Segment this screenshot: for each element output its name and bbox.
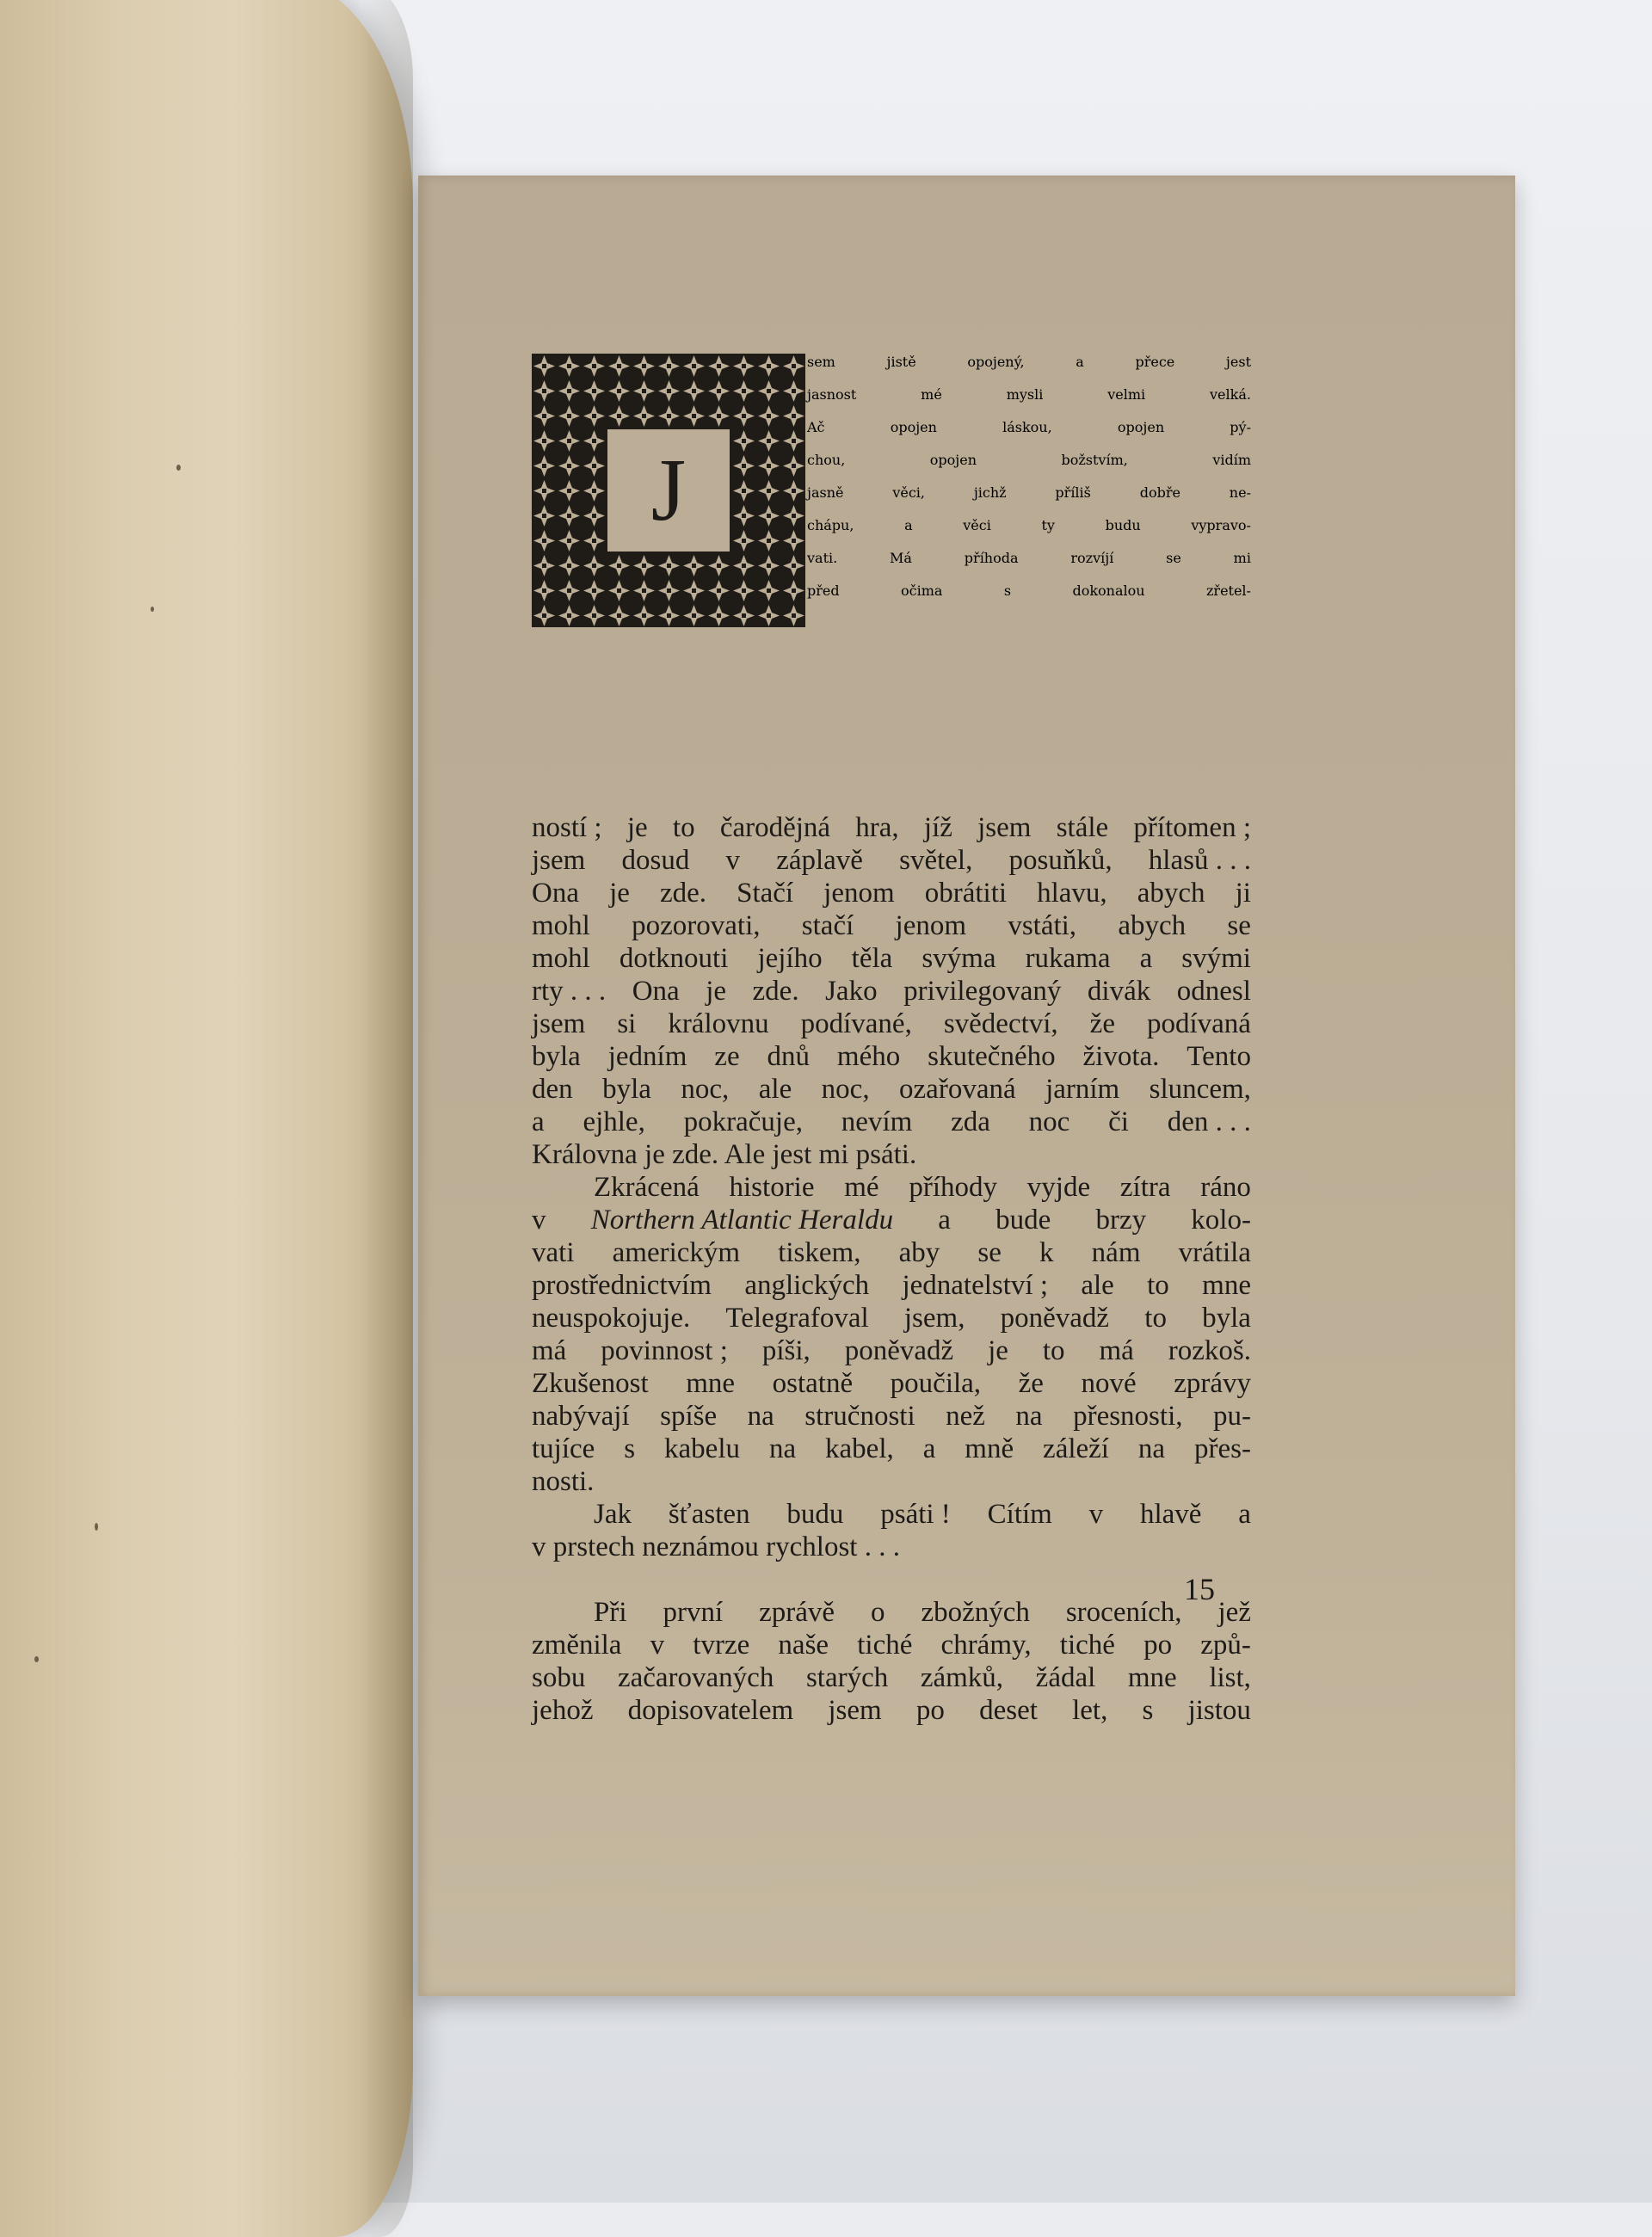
word: byla: [1202, 1303, 1251, 1334]
word: věci,: [892, 484, 925, 501]
word: hlasů . . .: [1148, 845, 1251, 876]
word: záleží: [1043, 1433, 1109, 1464]
word: noc: [1028, 1106, 1070, 1137]
left-book-page: [0, 0, 413, 2237]
text-line: [532, 1204, 1251, 1236]
word: hlavě: [1139, 1499, 1202, 1530]
word: chápu,: [807, 517, 854, 533]
word: jarním: [1045, 1074, 1120, 1105]
word: Tento: [1187, 1041, 1251, 1072]
text-line: [807, 517, 1251, 550]
word: přes-: [1194, 1433, 1251, 1464]
word: je: [609, 878, 630, 909]
word: ostatně: [772, 1368, 854, 1399]
word: dotknouti: [619, 943, 729, 974]
word: je: [706, 976, 727, 1007]
word: Zkušenost: [532, 1368, 649, 1399]
word: zde.: [752, 976, 799, 1007]
word: den . . .: [1167, 1106, 1251, 1137]
word: stručnosti: [804, 1401, 915, 1432]
word: poučila,: [890, 1368, 982, 1399]
initial-letter: J: [650, 441, 687, 539]
word: dnů: [767, 1041, 810, 1072]
word: naše: [778, 1630, 829, 1661]
text-line: [807, 484, 1251, 517]
word: sem: [807, 354, 835, 370]
word: ejhle,: [583, 1106, 645, 1137]
word: abych: [1137, 878, 1205, 909]
word: jsem,: [903, 1303, 965, 1334]
word: než: [946, 1401, 985, 1432]
word: Ona: [532, 878, 579, 909]
word: vati: [532, 1237, 575, 1268]
word: ze: [714, 1041, 740, 1072]
word: a: [922, 1433, 936, 1464]
text-line: [532, 844, 1251, 877]
word: způ-: [1200, 1630, 1251, 1661]
word: jíž: [923, 812, 952, 843]
word: Cítím: [987, 1499, 1052, 1530]
word: hra,: [855, 812, 899, 843]
word: jsem: [828, 1695, 882, 1726]
word: posuňků,: [1008, 845, 1113, 876]
word: čarodějná: [719, 812, 831, 843]
word: zde.: [659, 878, 707, 909]
word: dokonalou: [1072, 582, 1145, 599]
word: zprávy: [1174, 1368, 1251, 1399]
word: Stačí: [737, 878, 794, 909]
word: světel,: [899, 845, 973, 876]
word: jsem: [532, 1008, 586, 1039]
body-text: [532, 811, 1251, 1727]
word: prostřednictvím: [532, 1270, 712, 1301]
word: mne: [1127, 1662, 1177, 1693]
word: rty . . .: [532, 976, 607, 1007]
word: královnu: [668, 1008, 769, 1039]
lines-beside-initial: [807, 354, 1251, 615]
word: ností ;: [532, 812, 602, 843]
word: to: [1144, 1303, 1167, 1334]
word: historie: [729, 1172, 815, 1203]
word: zřetel-: [1205, 582, 1251, 599]
word: v: [532, 1205, 546, 1236]
word: noc,: [821, 1074, 870, 1105]
word: jejího: [757, 943, 823, 974]
word: to: [672, 812, 695, 843]
text-line: [532, 1302, 1251, 1334]
word: brzy: [1095, 1205, 1147, 1236]
text-line: [532, 975, 1251, 1008]
word: jsem: [532, 845, 586, 876]
word: po: [915, 1695, 945, 1726]
word: hlavu,: [1037, 878, 1107, 909]
word: začarovaných: [617, 1662, 774, 1693]
text-line: [532, 1236, 1251, 1269]
text-line: [532, 1400, 1251, 1433]
word: den: [532, 1074, 573, 1105]
word: mého: [836, 1041, 901, 1072]
word: o: [870, 1597, 885, 1628]
word: a: [938, 1205, 951, 1236]
word: to: [1042, 1335, 1065, 1366]
word: americkým: [612, 1237, 741, 1268]
word: budu: [1105, 517, 1141, 533]
word: vstáti,: [1008, 910, 1077, 941]
text-line: [532, 1269, 1251, 1302]
word: ozařovaná: [899, 1074, 1016, 1105]
word: změnila: [532, 1630, 622, 1661]
text-line: [532, 1171, 1251, 1204]
word: nevím: [841, 1106, 913, 1137]
paper-speck: [34, 1656, 39, 1662]
word: a: [1238, 1499, 1251, 1530]
text-line: [532, 1629, 1251, 1661]
word: s: [624, 1433, 636, 1464]
word: před: [807, 582, 840, 599]
word: s: [1003, 582, 1012, 599]
word: zprávě: [759, 1597, 835, 1628]
word: a: [1139, 943, 1153, 974]
word: sroceních,: [1065, 1597, 1182, 1628]
word: na: [1015, 1401, 1043, 1432]
word: pu-: [1213, 1401, 1251, 1432]
word: zbožných: [921, 1597, 1030, 1628]
word: mé: [921, 386, 942, 403]
word: ne-: [1229, 484, 1251, 501]
paper-speck: [151, 607, 154, 612]
text-line: [532, 1694, 1251, 1727]
word: tiché: [857, 1630, 913, 1661]
word: odnesl: [1176, 976, 1251, 1007]
decorative-initial: [532, 354, 805, 627]
word: jež: [1217, 1597, 1251, 1628]
word: rozvíjí: [1070, 550, 1114, 566]
word: chou,: [807, 452, 846, 468]
word: pozorovati,: [632, 910, 761, 941]
word: k: [1039, 1237, 1054, 1268]
word: se: [977, 1237, 1002, 1268]
word: stačí: [801, 910, 854, 941]
word: vrátila: [1178, 1237, 1251, 1268]
text-line: [532, 1073, 1251, 1106]
word: v: [650, 1630, 665, 1661]
word: jichž: [973, 484, 1007, 501]
word: jenom: [895, 910, 967, 941]
word: ráno: [1200, 1172, 1251, 1203]
word: abych: [1118, 910, 1187, 941]
word: chrámy,: [940, 1630, 1032, 1661]
word: života.: [1082, 1041, 1160, 1072]
word: je: [988, 1335, 1008, 1366]
word: záplavě: [776, 845, 863, 876]
word: žádal: [1035, 1662, 1096, 1693]
text-line: [532, 1367, 1251, 1400]
word: že: [1018, 1368, 1044, 1399]
word: byla: [532, 1041, 581, 1072]
word: tvrze: [693, 1630, 750, 1661]
word: opojen: [929, 452, 977, 468]
word: budu: [786, 1499, 844, 1530]
word: dopisovatelem: [627, 1695, 794, 1726]
line-text: v prstech neznámou rychlost . . .: [532, 1531, 900, 1562]
text-line: [532, 877, 1251, 909]
word: a: [532, 1106, 545, 1137]
word: vidím: [1212, 452, 1251, 468]
text-line: [532, 1138, 1251, 1171]
word: to: [1147, 1270, 1169, 1301]
word: se: [1166, 550, 1181, 566]
word: vypravo-: [1191, 517, 1251, 533]
word: pokračuje,: [683, 1106, 803, 1137]
word: na: [747, 1401, 774, 1432]
word: kabelu: [664, 1433, 740, 1464]
word: Při: [594, 1597, 627, 1628]
word: píši,: [761, 1335, 811, 1366]
word: tiché: [1059, 1630, 1115, 1661]
word: anglických: [744, 1270, 870, 1301]
section-break: [532, 1563, 1251, 1596]
word: mé: [844, 1172, 879, 1203]
initial-frame: [607, 429, 730, 552]
word: kabel,: [825, 1433, 894, 1464]
word: či: [1108, 1106, 1129, 1137]
word: na: [768, 1433, 797, 1464]
word: vyjde: [1026, 1172, 1091, 1203]
word: skutečného: [928, 1041, 1056, 1072]
text-line: [532, 1661, 1251, 1694]
word: věci: [963, 517, 991, 533]
text-line: [532, 1433, 1251, 1465]
word: zítra: [1119, 1172, 1171, 1203]
text-line: [532, 942, 1251, 975]
word: pý-: [1230, 419, 1251, 435]
word: ji: [1235, 878, 1251, 909]
word: má: [1099, 1335, 1134, 1366]
text-line: [807, 452, 1251, 484]
word: noc,: [681, 1074, 730, 1105]
word: mohl: [532, 910, 590, 941]
word: láskou,: [1002, 419, 1052, 435]
word: sobu: [532, 1662, 586, 1693]
word: velmi: [1107, 386, 1146, 403]
word: přesnosti,: [1073, 1401, 1183, 1432]
paper-speck: [176, 465, 181, 471]
word: poněvadž: [1000, 1303, 1110, 1334]
text-line: [807, 550, 1251, 582]
word: jedním: [607, 1041, 687, 1072]
word: opojený,: [967, 354, 1025, 370]
word: zda: [951, 1106, 990, 1137]
word: mne: [686, 1368, 736, 1399]
word: je: [626, 812, 648, 843]
line-text: Královna je zde. Ale jest mi psáti.: [532, 1139, 917, 1170]
word: vati.: [807, 550, 838, 566]
text-line: [532, 1040, 1251, 1073]
word: přítomen ;: [1133, 812, 1251, 843]
text-line: [532, 1106, 1251, 1138]
word: stále: [1056, 812, 1109, 843]
text-line: [807, 354, 1251, 386]
word: v: [1088, 1499, 1104, 1530]
word: tujíce: [532, 1433, 595, 1464]
word: divák: [1087, 976, 1151, 1007]
text-line: [532, 1465, 1251, 1498]
word: velká.: [1210, 386, 1251, 403]
word: opojen: [890, 419, 937, 435]
word: přece: [1135, 354, 1175, 370]
word: kolo-: [1191, 1205, 1251, 1236]
word: Northern Atlantic Heraldu: [590, 1205, 894, 1236]
word: nám: [1091, 1237, 1141, 1268]
word: privilegovaný: [903, 976, 1062, 1007]
word: byla: [602, 1074, 651, 1105]
word: se: [1227, 910, 1251, 941]
word: příhoda: [964, 550, 1019, 566]
word: jasně: [807, 484, 844, 501]
word: mi: [1233, 550, 1251, 566]
text-line: [807, 419, 1251, 452]
word: po: [1143, 1630, 1173, 1661]
word: tiskem,: [778, 1237, 861, 1268]
word: poněvadž: [844, 1335, 954, 1366]
word: Má: [890, 550, 912, 566]
word: těla: [851, 943, 893, 974]
word: ale: [758, 1074, 792, 1105]
word: Ona: [632, 976, 680, 1007]
word: sluncem,: [1149, 1074, 1251, 1105]
word: mysli: [1006, 386, 1044, 403]
word: svědectví,: [943, 1008, 1058, 1039]
word: nabývají: [532, 1401, 630, 1432]
word: božstvím,: [1061, 452, 1128, 468]
word: neuspokojuje.: [532, 1303, 691, 1334]
text-line: [532, 1498, 1251, 1531]
text-line: [532, 1596, 1251, 1629]
text-line: [807, 386, 1251, 419]
right-book-page: [418, 176, 1515, 1996]
word: na: [1137, 1433, 1166, 1464]
word: let,: [1072, 1695, 1108, 1726]
text-line: [532, 1008, 1251, 1040]
text-line: [807, 582, 1251, 615]
word: jest: [1225, 354, 1251, 370]
word: podívané,: [800, 1008, 912, 1039]
word: starých: [805, 1662, 889, 1693]
word: psáti !: [880, 1499, 951, 1530]
word: první: [663, 1597, 724, 1628]
word: opojen: [1117, 419, 1165, 435]
word: Telegrafoval: [725, 1303, 869, 1334]
word: příhody: [909, 1172, 998, 1203]
word: ale: [1081, 1270, 1114, 1301]
text-line: [532, 811, 1251, 844]
word: jistě: [886, 354, 916, 370]
word: podívaná: [1146, 1008, 1251, 1039]
word: nové: [1081, 1368, 1137, 1399]
word: spíše: [660, 1401, 718, 1432]
word: má: [532, 1335, 567, 1366]
word: a: [904, 517, 913, 533]
word: zámků,: [920, 1662, 1004, 1693]
word: mne: [1202, 1270, 1251, 1301]
word: šťasten: [668, 1499, 750, 1530]
word: rozkoš.: [1168, 1335, 1251, 1366]
paper-speck: [95, 1523, 98, 1531]
word: Jako: [825, 976, 878, 1007]
word: a: [1076, 354, 1084, 370]
text-line: [532, 1334, 1251, 1367]
word: povinnost ;: [601, 1335, 728, 1366]
word: s: [1142, 1695, 1154, 1726]
word: svýma: [922, 943, 996, 974]
line-text: nosti.: [532, 1466, 595, 1497]
word: aby: [898, 1237, 940, 1268]
word: jistou: [1187, 1695, 1251, 1726]
word: jednatelství ;: [902, 1270, 1048, 1301]
word: rukama: [1025, 943, 1111, 974]
text-line: [532, 1531, 1251, 1563]
word: dobře: [1139, 484, 1180, 501]
word: deset: [979, 1695, 1038, 1726]
word: obrátiti: [924, 878, 1008, 909]
word: ty: [1041, 517, 1055, 533]
word: jenom: [823, 878, 895, 909]
word: bude: [996, 1205, 1051, 1236]
text-line: [532, 909, 1251, 942]
word: jehož: [532, 1695, 594, 1726]
word: jasnost: [807, 386, 857, 403]
word: očima: [901, 582, 943, 599]
word: Ač: [807, 419, 825, 435]
word: jsem: [977, 812, 1032, 843]
word: mně: [965, 1433, 1014, 1464]
word: příliš: [1055, 484, 1091, 501]
word: list,: [1209, 1662, 1251, 1693]
word: si: [617, 1008, 637, 1039]
page-number: 15: [1184, 1572, 1215, 1606]
word: Zkrácená: [594, 1172, 700, 1203]
word: v: [725, 845, 741, 876]
word: Jak: [594, 1499, 632, 1530]
word: dosud: [621, 845, 690, 876]
word: že: [1089, 1008, 1115, 1039]
word: mohl: [532, 943, 590, 974]
word: svými: [1181, 943, 1251, 974]
